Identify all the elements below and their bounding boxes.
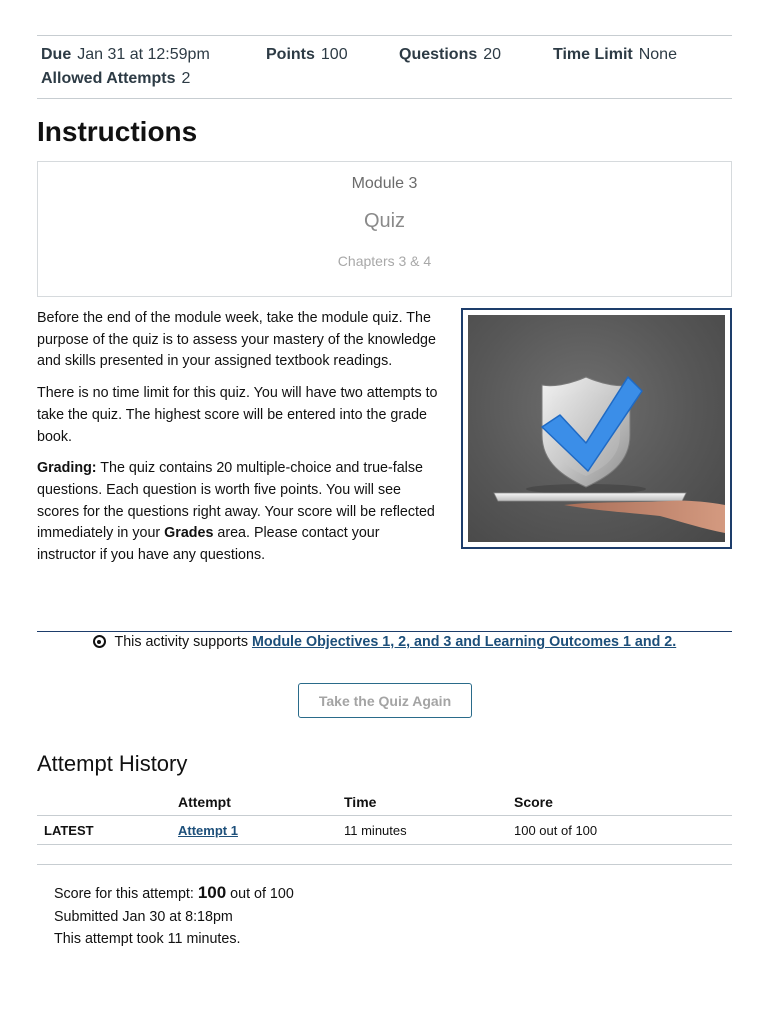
grading-label: Grading:	[37, 460, 97, 477]
table-row	[37, 816, 732, 845]
objectives-text: This activity supports	[110, 634, 252, 650]
column-header-attempt: Attempt	[178, 788, 344, 816]
latest-tag: LATEST	[37, 816, 178, 845]
time-limit	[553, 46, 677, 64]
points-value: 100	[320, 46, 348, 63]
attempt-cell	[178, 816, 344, 845]
shield-check-icon	[468, 315, 725, 542]
score-line	[54, 882, 294, 906]
due-date	[41, 46, 210, 64]
banner-module: Module 3	[351, 175, 418, 192]
instructions-heading: Instructions	[37, 116, 198, 147]
attempt-history-table	[37, 788, 732, 845]
objectives-note	[37, 631, 732, 650]
column-header-time: Time	[344, 788, 514, 816]
attempts-value: 2	[181, 70, 191, 87]
quiz-details	[37, 35, 732, 99]
attempt-history-title: Attempt History	[37, 751, 188, 776]
time-limit-value: None	[638, 46, 677, 63]
questions	[399, 46, 501, 64]
attempt-summary	[54, 882, 294, 951]
objectives-link[interactable]: Module Objectives 1, 2, and 3 and Learning Outcomes 1 and 2.	[251, 634, 677, 650]
points-label: Points	[266, 46, 315, 63]
due-value: Jan 31 at 12:59pm	[77, 46, 210, 63]
grading-paragraph	[37, 458, 442, 567]
grading-text-a: The quiz contains 20 multiple-choice and true-false questions. Each question is worth five points. You will see scores for the questions right away. Your score will be reflected immediately in your	[37, 460, 435, 542]
questions-value: 20	[483, 46, 502, 63]
time-cell: 11 minutes	[344, 816, 514, 845]
quiz-illustration	[461, 308, 732, 549]
score-prefix: Score for this attempt:	[54, 886, 198, 902]
instructions-paragraph-2: There is no time limit for this quiz. You will have two attempts to take the quiz. The highest score will be entered into the grade book.	[37, 385, 438, 445]
attempt-link[interactable]: Attempt 1	[178, 822, 238, 838]
table-header-row	[37, 788, 732, 816]
grades-word: Grades	[164, 525, 214, 542]
points	[266, 46, 348, 64]
questions-label: Questions	[399, 46, 478, 63]
column-header-score: Score	[514, 788, 732, 816]
allowed-attempts	[41, 70, 190, 88]
column-header-tag	[37, 788, 178, 816]
target-icon	[93, 635, 106, 648]
attempts-label: Allowed Attempts	[41, 70, 176, 87]
score-value: 100	[197, 883, 227, 902]
score-suffix: out of 100	[226, 886, 294, 902]
duration-line: This attempt took 11 minutes.	[54, 931, 241, 947]
time-limit-label: Time Limit	[553, 46, 633, 63]
banner-title: Quiz	[363, 210, 406, 232]
submitted-line: Submitted Jan 30 at 8:18pm	[54, 908, 233, 925]
due-label: Due	[41, 46, 72, 63]
illustration-background	[468, 315, 725, 542]
quiz-banner	[37, 161, 732, 297]
section-divider	[37, 864, 732, 865]
score-cell: 100 out of 100	[514, 816, 732, 845]
banner-chapters: Chapters 3 & 4	[337, 253, 432, 269]
grading-text-b: area. Please contact your instructor if you have any questions.	[37, 525, 380, 564]
take-quiz-again-button[interactable]: Take the Quiz Again	[298, 683, 472, 718]
instructions-paragraph-1: Before the end of the module week, take the module quiz. The purpose of the quiz is to assess your mastery of the knowledge and skills presented in your assigned textbook readings.	[37, 310, 436, 370]
instructions-text	[37, 308, 442, 577]
